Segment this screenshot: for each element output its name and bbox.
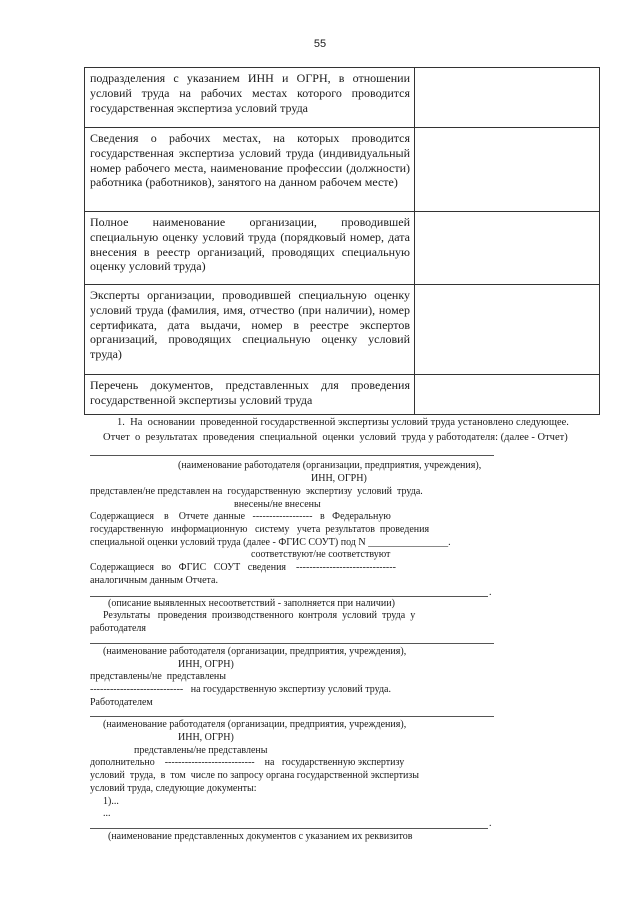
row-label: Полное наименование организации, проводившей специальную оценку условий труда (порядковый номер, дата внесения в реестр организаций, проводящих специальную оценку условий труда) bbox=[85, 212, 415, 285]
form-line-7: Содержащиеся в Отчете данные ------------------ в Федеральную bbox=[90, 511, 391, 522]
row-value-cell bbox=[415, 68, 600, 128]
form-line-25: дополнительно --------------------------- на государственную экспертизу bbox=[90, 757, 405, 768]
form-line-20: ---------------------------- на государственную экспертизу условий труда. bbox=[90, 684, 391, 695]
blank-line bbox=[90, 643, 494, 644]
row-value-cell bbox=[415, 375, 600, 415]
table-row bbox=[85, 68, 600, 128]
form-line-1: 1. На основании проведенной государственной экспертизы условий труда установлено следующее. bbox=[117, 417, 569, 428]
form-line-19: представлены/не представлены bbox=[90, 671, 226, 682]
form-line-27: условий труда, следующие документы: bbox=[90, 783, 257, 794]
table-row bbox=[85, 212, 600, 285]
row-value-cell bbox=[415, 285, 600, 375]
form-line-5: представлен/не представлен на государственную экспертизу условий труда. bbox=[90, 486, 423, 497]
row-value-cell bbox=[415, 128, 600, 212]
blank-line bbox=[90, 455, 494, 456]
form-line-11: Содержащиеся во ФГИС СОУТ сведения ------------------------------ bbox=[90, 562, 396, 573]
form-line-21: Работодателем bbox=[90, 697, 153, 708]
form-line-28: 1)... bbox=[103, 796, 119, 807]
form-line-14: (описание выявленных несоответствий - заполняется при наличии) bbox=[108, 598, 395, 609]
form-line-23: ИНН, ОГРН) bbox=[178, 732, 234, 743]
row-value-cell bbox=[415, 212, 600, 285]
form-line-24: представлены/не представлены bbox=[134, 745, 268, 756]
row-label: подразделения с указанием ИНН и ОГРН, в отношении условий труда на рабочих местах которого проводится государственная экспертиза условий труда bbox=[85, 68, 415, 128]
form-line-12: аналогичным данным Отчета. bbox=[90, 575, 218, 586]
form-line-10: соответствуют/не соответствуют bbox=[251, 549, 391, 560]
form-line-13: . bbox=[489, 587, 492, 598]
form-line-30: . bbox=[489, 818, 492, 829]
blank-line bbox=[90, 716, 494, 717]
form-line-29: ... bbox=[103, 808, 111, 819]
form-line-26: условий труда, в том числе по запросу органа государственной экспертизы bbox=[90, 770, 419, 781]
form-line-17: (наименование работодателя (организации, предприятия, учреждения), bbox=[103, 646, 407, 657]
form-line-31: (наименование представленных документов с указанием их реквизитов bbox=[108, 831, 413, 842]
row-label: Сведения о рабочих местах, на которых проводится государственная экспертиза условий труда (индивидуальный номер рабочего места, наименование профессии (должности) работника (работников), занятого на данном рабочем месте) bbox=[85, 128, 415, 212]
form-line-16: работодателя bbox=[90, 623, 147, 634]
info-table bbox=[84, 67, 600, 415]
form-line-3: (наименование работодателя (организации, предприятия, учреждения), bbox=[178, 460, 482, 471]
form-line-9: специальной оценки условий труда (далее - ФГИС СОУТ) под N ________________. bbox=[90, 537, 451, 548]
form-line-2: Отчет о результатах проведения специальной оценки условий труда у работодателя: (далее - Отчет) bbox=[103, 432, 568, 443]
table-row bbox=[85, 285, 600, 375]
row-label: Перечень документов, представленных для проведения государственной экспертизы условий труда bbox=[85, 375, 415, 415]
form-line-4: ИНН, ОГРН) bbox=[311, 473, 367, 484]
blank-line bbox=[90, 828, 488, 829]
form-line-15: Результаты проведения производственного контроля условий труда у bbox=[103, 610, 416, 621]
form-line-6: внесены/не внесены bbox=[234, 499, 321, 510]
form-line-18: ИНН, ОГРН) bbox=[178, 659, 234, 670]
page-number: 55 bbox=[313, 38, 327, 50]
blank-line bbox=[90, 596, 488, 597]
row-label: Эксперты организации, проводившей специальную оценку условий труда (фамилия, имя, отчество (при наличии), номер сертификата, дата выдачи, номер в реестре экспертов организаций, проводящих специальную оценку условий труда) bbox=[85, 285, 415, 375]
form-line-8: государственную информационную систему учета результатов проведения bbox=[90, 524, 430, 535]
form-line-22: (наименование работодателя (организации, предприятия, учреждения), bbox=[103, 719, 407, 730]
table-row bbox=[85, 375, 600, 415]
table-row bbox=[85, 128, 600, 212]
